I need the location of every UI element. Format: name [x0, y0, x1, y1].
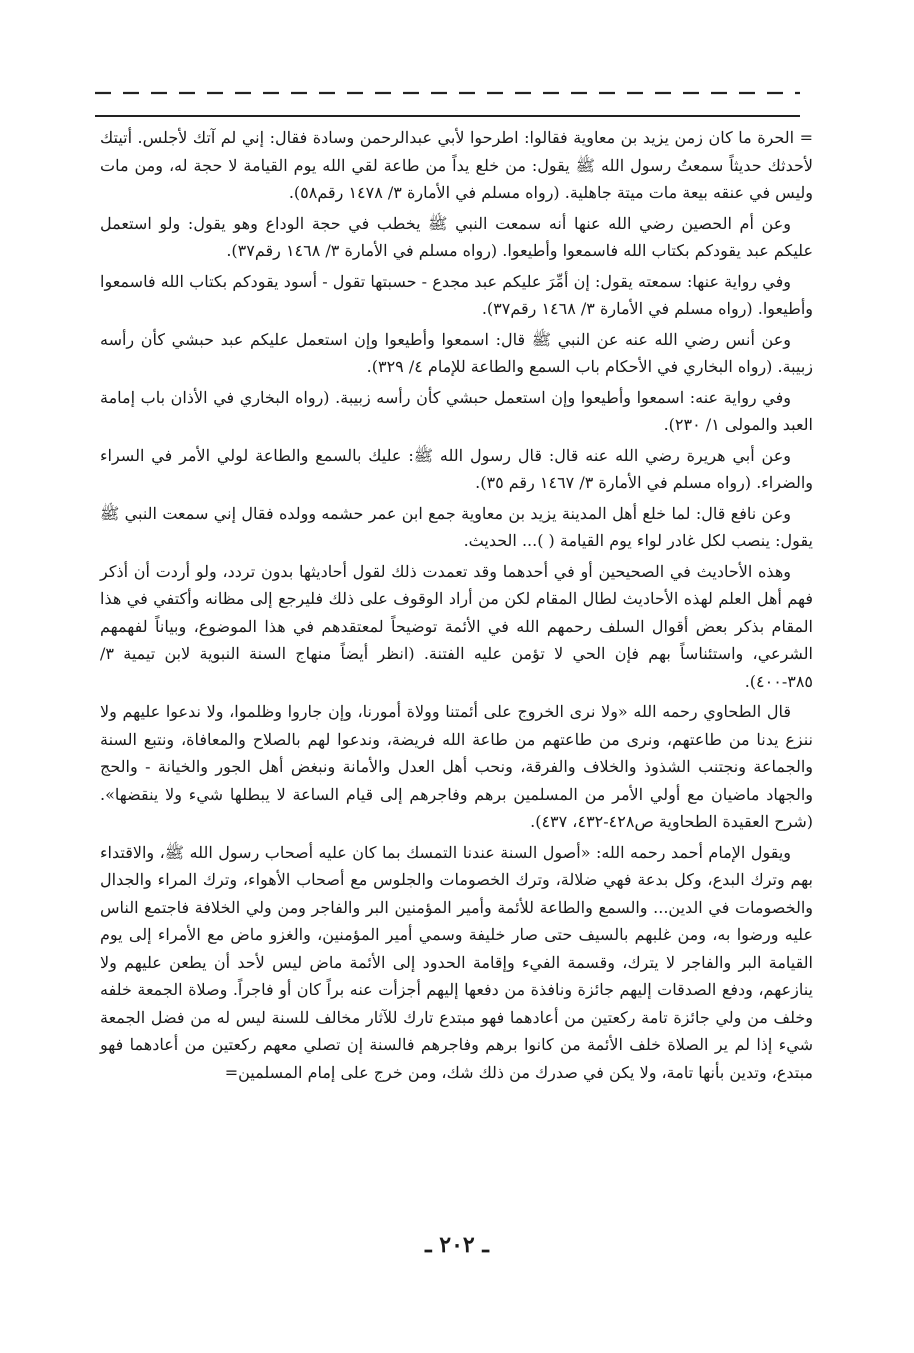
paragraph-abu-hurayra-hadith: وعن أبي هريرة رضي الله عنه قال: قال رسول الله ﷺ: عليك بالسمع والطاعة لولي الأمر في السراء والضراء. (رواه مسلم في الأمارة ٣/ ١٤٦٧ رقم ٣٥).: [100, 445, 813, 492]
paragraph-umm-al-husayn-variant: وفي رواية عنها: سمعته يقول: إن أمِّرَ عليكم عبد مجدع - حسبتها تقول - أسود يقودكم بكتاب الله فاسمعوا وأطيعوا. (رواه مسلم في الأمارة ٣/ ١٤٦٨ رقم٣٧).: [100, 271, 813, 318]
header-dashed-rule: [95, 86, 800, 100]
page-number: ـ ٢٠٢ ـ: [425, 1232, 489, 1258]
paragraph-anas-variant: وفي رواية عنه: اسمعوا وأطيعوا وإن استعمل حبشي كأن رأسه زبيبة. (رواه البخاري في الأذان باب إمامة العبد والمولى ١/ ٢٣٠).: [100, 387, 813, 434]
page-body: [100, 124, 813, 1086]
paragraph-nafi-hadith: وعن نافع قال: لما خلع أهل المدينة يزيد بن معاوية جمع ابن عمر حشمه وولده فقال إني سمعت النبي ﷺ يقول: ينصب لكل غادر لواء يوم القيامة ( )... الحديث.: [100, 503, 813, 550]
paragraph-imam-ahmad-quote: ويقول الإمام أحمد رحمه الله: «أصول السنة عندنا التمسك بما كان عليه أصحاب رسول الله ﷺ، والاقتداء بهم وترك البدع، وكل بدعة فهي ضلالة، وترك الخصومات والجلوس مع أصحاب الأهواء، وترك المراء والجدال والخصومات في الدين... والسمع والطاعة للأئمة وأمير المؤمنين البر والفاجر ومن ولي الخلافة فاجتمع الناس عليه ورضوا به، ومن غلبهم بالسيف حتى صار خليفة وسمي أمير المؤمنين، والغزو ماض مع الأمراء إلى يوم القيامة البر والفاجر لا يترك، وقسمة الفيء وإقامة الحدود إلى الأئمة ماض ليس لأحد أن يطعن عليهم ولا ينازعهم، ودفع الصدقات إليهم جائزة ونافذة من دفعها إليهم أجزأت عنه براً كان أو فاجراً. وصلاة الجمعة خلفه وخلف من ولي جائزة تامة ركعتين من أعادهما فهو مبتدع تارك للآثار مخالف للسنة ليس له من فضل الجمعة شيء إذا لم ير الصلاة خلف الأئمة من كانوا برهم وفاجرهم فالسنة إن تصلي معهم ركعتين من أعادهما فهو مبتدع، وتدين بأنها تامة، ولا يكن في صدرك من ذلك شك، ومن خرج على إمام المسلمين=: [100, 842, 814, 1082]
paragraph-umm-al-husayn-hadith: وعن أم الحصين رضي الله عنها أنه سمعت النبي ﷺ يخطب في حجة الوداع وهو يقول: ولو استعمل عليكم عبد يقودكم بكتاب الله فاسمعوا وأطيعوا. (رواه مسلم في الأمارة ٣/ ١٤٦٨ رقم٣٧).: [100, 213, 813, 260]
header-solid-rule: [95, 115, 800, 117]
paragraph-author-commentary: وهذه الأحاديث في الصحيحين أو في أحدهما وقد تعمدت ذلك لقول أحاديثها بدون تردد، ولو أردت أن أذكر فهم أهل العلم لهذه الأحاديث لطال المقام لكن من أراد الوقوف على ذلك فليرجع إلى مظانه وأكتفي في هذا المقام بذكر بعض أقوال السلف رحمهم الله في الأئمة توضيحاً لمعتقدهم في هذا الموضوع، وبياناً لفهمهم الشرعي، واستئناساً بهم فإن الحي لا تؤمن عليه الفتنة. (انظر أيضاً منهاج السنة النبوية لابن تيمية ٣/ ٣٨٥-٤٠٠).: [100, 561, 813, 691]
paragraph-tahawi-quote: قال الطحاوي رحمه الله «ولا نرى الخروج على أئمتنا وولاة أمورنا، وإن جاروا وظلموا، ولا ندعوا عليهم ولا ننزع يدنا من طاعتهم، ونرى من طاعتهم من طاعة الله فريضة، وندعوا لهم بالصلاح والمعافاة، ونتبع السنة والجماعة ونجتنب الشذوذ والخلاف والفرقة، ونحب أهل العدل والأمانة ونبغض أهل الجور والخيانة - والحج والجهاد ماضيان مع أولي الأمر من المسلمين برهم وفاجرهم إلى قيام الساعة لا يبطلها شيء ولا ينقضها». (شرح العقيدة الطحاوية ص٤٢٨-٤٣٢، ٤٣٧).: [100, 702, 813, 831]
paragraph-anas-hadith: وعن أنس رضي الله عنه عن النبي ﷺ قال: اسمعوا وأطيعوا وإن استعمل عليكم عبد حبشي كأن رأسه زبيبة. (رواه البخاري في الأحكام باب السمع والطاعة للإمام ٤/ ٣٢٩).: [100, 329, 813, 376]
paragraph-ibn-umar-hadith: = الحرة ما كان زمن يزيد بن معاوية فقالوا: اطرحوا لأبي عبدالرحمن وسادة فقال: إني لم آتك لأجلس. أتيتك لأحدثك حديثاً سمعتُ رسول الله ﷺ يقول: من خلع يداً من طاعة لقي الله يوم القيامة لا حجة له، ومن مات وليس في عنقه بيعة مات ميتة جاهلية. (رواه مسلم في الأمارة ٣/ ١٤٧٨ رقم٥٨).: [100, 128, 813, 202]
